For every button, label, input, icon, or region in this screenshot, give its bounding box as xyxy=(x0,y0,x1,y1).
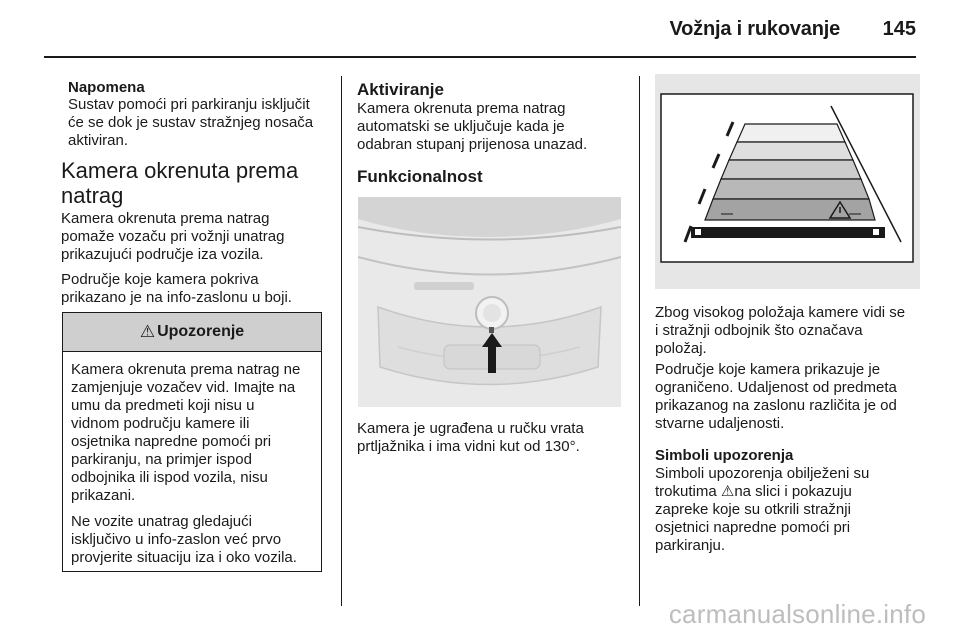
warning-title: Upozorenje xyxy=(157,323,245,340)
rear-camera-intro: Kamera okrenuta prema natrag pomaže vozaču pri vožnji unatrag prikazujući područje iza vozila. xyxy=(61,210,285,263)
running-header-title: Vožnja i rukovanje xyxy=(669,18,840,40)
warning-body xyxy=(71,361,315,575)
page-number: 145 xyxy=(882,18,916,40)
watermark: carmanualsonline.info xyxy=(668,599,926,629)
column-divider-left xyxy=(341,76,342,606)
warning-symbols-text: Simboli upozorenja obilježeni su trokutima ⚠na slici i pokazuju zapreke koje su otkrili stražnji osjetnici napredne pomoći pri parkiranju. xyxy=(655,465,870,554)
activation-text: Kamera okrenuta prema natrag automatski se uključuje kada je odabran stupanj prijenosa unazad. xyxy=(357,100,588,153)
section-heading-activation: Aktiviranje xyxy=(357,80,444,99)
warning-box xyxy=(62,312,322,572)
rear-camera-coverage: Područje koje kamera pokriva prikazano je na info-zaslonu u boji. xyxy=(61,271,292,306)
section-heading-rear-camera: Kamera okrenuta prema natrag xyxy=(61,158,299,208)
warning-paragraph-2: Ne vozite unatrag gledajući isključivo u info-zaslon već prvo provjerite situaciju iza i oko vozila. xyxy=(71,513,297,566)
note-label: Napomena xyxy=(68,79,145,96)
column-divider-right xyxy=(639,76,640,606)
camera-display-diagram xyxy=(655,74,920,289)
tailgate-camera-illustration xyxy=(358,197,621,407)
warning-symbols-heading: Simboli upozorenja xyxy=(655,447,794,464)
bumper-visible-text: Zbog visokog položaja kamere vidi se i stražnji odbojnik što označava položaj. xyxy=(655,304,906,357)
section-heading-functionality: Funkcionalnost xyxy=(357,167,483,186)
camera-location-caption: Kamera je ugrađena u ručku vrata prtljažnika i ima vidni kut od 130°. xyxy=(357,420,584,455)
warning-triangle-icon: ⚠ xyxy=(139,322,156,341)
limited-area-text: Područje koje kamera prikazuje je ograničeno. Udaljenost od predmeta prikazanog na zaslonu različita je od stvarne udaljenosti. xyxy=(655,361,897,432)
warning-triangle-icon: ⚠ xyxy=(720,483,735,500)
warning-paragraph-1: Kamera okrenuta prema natrag ne zamjenjuje vozačev vid. Imajte na umu da predmeti koji nisu u vidnom području kamere ili osjetnika napredne pomoći pri parkiranju, na primjer ispod odbojnika ili ispod vozila, nisu prikazani. xyxy=(71,361,301,504)
header-rule xyxy=(44,56,916,58)
warning-header xyxy=(63,313,321,352)
note-text: Sustav pomoći pri parkiranju isključit će se dok je sustav stražnjeg nosača aktiviran. xyxy=(68,96,314,149)
